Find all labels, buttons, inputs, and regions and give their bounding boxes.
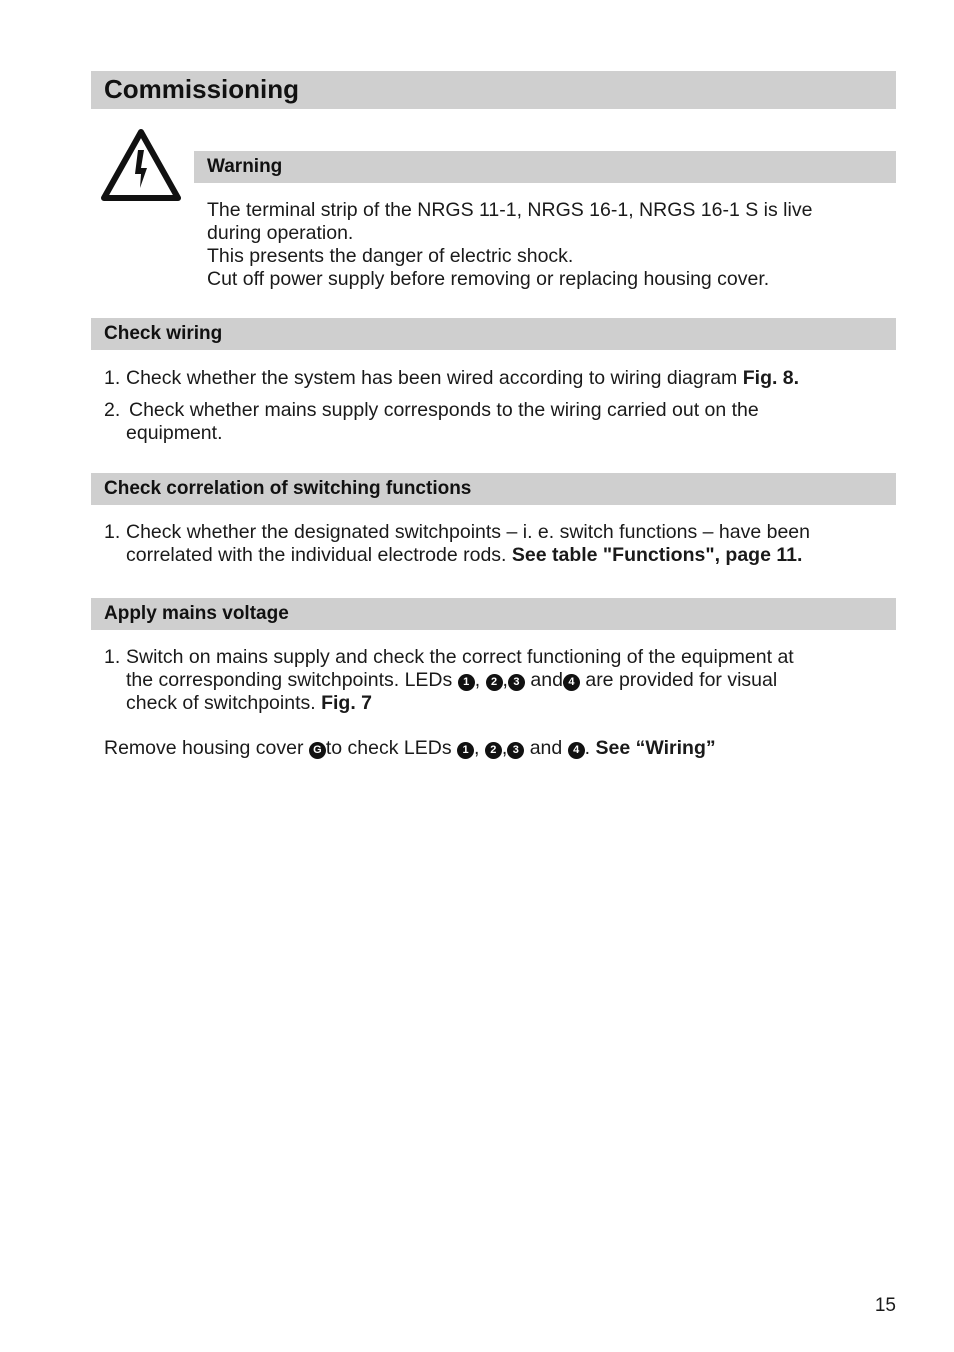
led-1-marker: 1 <box>457 742 474 759</box>
warning-text <box>207 199 812 291</box>
page-number: 15 <box>874 1295 896 1316</box>
note-text: Remove housing cover <box>104 737 304 759</box>
led-4-marker: 4 <box>563 674 580 691</box>
list-text: correlated with the individual electrode rods. <box>126 544 507 566</box>
remove-cover-note: Remove housing cover G to check LEDs 1 , 2 , 3 and 4 . See “Wiring” <box>104 737 716 759</box>
list-number: 1. <box>104 521 121 543</box>
wiring-reference: See “Wiring” <box>595 737 716 759</box>
check-wiring-band <box>91 318 896 350</box>
note-text: and <box>529 737 563 759</box>
list-text: equipment. <box>126 422 223 444</box>
warning-line: This presents the danger of electric shock. <box>207 245 574 267</box>
warning-band <box>194 151 896 183</box>
warning-heading: Warning <box>207 156 283 177</box>
check-correlation-heading: Check correlation of switching functions <box>104 478 472 499</box>
warning-line: during operation. <box>207 222 354 244</box>
led-3-marker: 3 <box>507 742 524 759</box>
list-number: 1. <box>104 646 121 668</box>
led-3-marker: 3 <box>508 674 525 691</box>
note-text: to check LEDs <box>325 737 452 759</box>
led-2-marker: 2 <box>486 674 503 691</box>
electric-shock-warning-icon <box>100 128 182 202</box>
led-1-marker: 1 <box>458 674 475 691</box>
apply-voltage-band <box>91 598 896 630</box>
list-text: and <box>530 669 563 691</box>
apply-voltage-heading: Apply mains voltage <box>104 603 289 624</box>
table-reference: See table "Functions", page 11. <box>511 544 803 566</box>
list-text: Check whether mains supply corresponds to the wiring carried out on the <box>129 399 759 421</box>
figure-reference: Fig. 8. <box>742 367 800 389</box>
list-text: Check whether the designated switchpoints – i. e. switch functions – have been <box>126 521 810 543</box>
check-correlation-band <box>91 473 896 505</box>
warning-line: Cut off power supply before removing or replacing housing cover. <box>207 268 770 290</box>
list-number: 2. <box>104 399 121 421</box>
list-text: the corresponding switchpoints. LEDs <box>126 669 453 691</box>
figure-reference: Fig. 7 <box>321 692 373 714</box>
list-text: check of switchpoints. <box>126 692 316 714</box>
warning-line: The terminal strip of the NRGS 11-1, NRGS 16-1, NRGS 16-1 S is live <box>207 199 813 221</box>
list-text: Switch on mains supply and check the correct functioning of the equipment at <box>126 646 794 668</box>
page-title: Commissioning <box>104 74 300 104</box>
section-title-band <box>91 71 896 109</box>
list-text: are provided for visual <box>585 669 778 691</box>
housing-cover-marker: G <box>309 742 326 759</box>
list-number: 1. <box>104 367 121 389</box>
led-4-marker: 4 <box>568 742 585 759</box>
list-text: Check whether the system has been wired according to wiring diagram <box>126 367 738 389</box>
check-wiring-heading: Check wiring <box>104 323 223 344</box>
led-2-marker: 2 <box>485 742 502 759</box>
